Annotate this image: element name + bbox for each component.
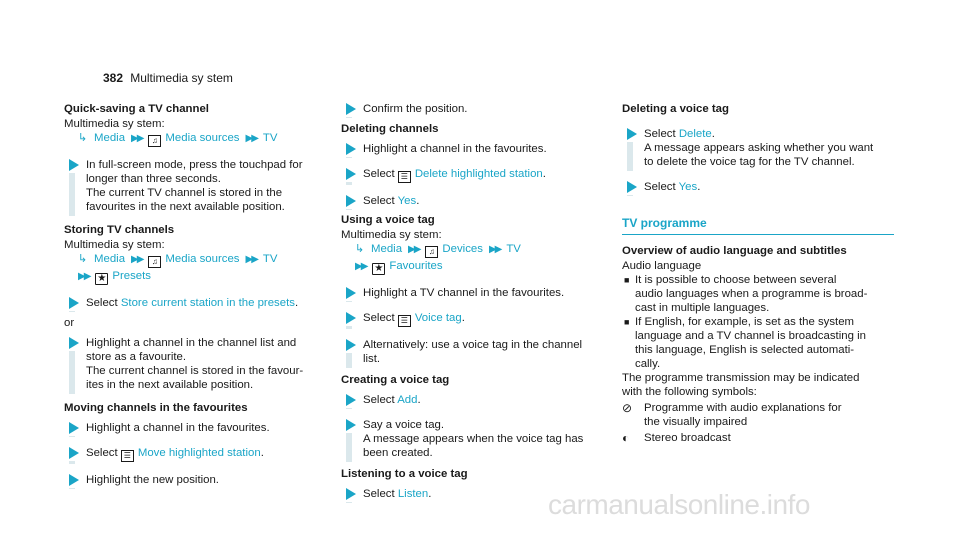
step-creating-1 [341,393,601,407]
heading-overview: Overview of audio language and subtitles [622,245,847,257]
step-triangle-icon [346,419,356,431]
step-triangle-icon [69,474,79,486]
double-chevron-icon: ▶▶ [488,244,501,255]
menu-path-label: Multimedia sy stem: [64,118,165,130]
media-sources-icon: ♫ [148,256,161,268]
star-icon: ★ [372,263,385,275]
step-storing-1 [64,296,322,310]
step-text: to delete the voice tag for the TV channel. [644,156,855,168]
step-storing-2 [64,336,322,392]
step-text: Select [644,128,679,140]
step-text: . [416,195,420,207]
path-media[interactable]: Media [94,253,126,265]
path-devices[interactable]: Devices [442,243,483,255]
symbol-text: the visually impaired [644,416,748,428]
step-text: store as a favourite. [86,351,187,363]
bullet-text: If English, for example, is set as the system [635,316,855,328]
step-triangle-icon [69,337,79,349]
menu-icon: ☰ [121,450,134,462]
bullet-text: cast in multiple languages. [635,302,770,314]
heading-creating-voice-tag: Creating a voice tag [341,374,450,386]
heading-deleting-voice-tag: Deleting a voice tag [622,103,729,115]
bullet-text: language and a TV channel is broadcasting in [635,330,866,342]
path-favourites[interactable]: Favourites [389,260,443,272]
path-media-sources[interactable]: Media sources [165,253,240,265]
page-header [103,71,233,86]
step-text: Highlight a channel in the favourites. [363,143,547,155]
path-tv[interactable]: TV [262,132,278,144]
audio-description-icon: ⊘ [622,401,633,415]
menu-path-label: Multimedia sy stem: [341,229,442,241]
menu-path-storing-2 [64,269,322,285]
transmission-text: with the following symbols: [622,386,757,398]
bullet-text: It is possible to choose between several [635,274,837,286]
listen-link[interactable]: Listen [397,488,429,500]
path-media[interactable]: Media [371,243,403,255]
step-triangle-icon [346,287,356,299]
move-highlighted-station-link[interactable]: Move highlighted station [137,447,261,459]
section-title-tv-programme: TV programme [622,216,894,235]
symbol-text: Stereo broadcast [644,432,731,444]
step-delete-voice-2 [622,180,894,194]
step-text: Select [363,488,398,500]
page-number: 382 [103,71,124,85]
step-deleting-1 [341,142,601,156]
double-chevron-icon: ▶▶ [408,244,420,255]
path-media[interactable]: Media [94,132,126,144]
symbol-text: Programme with audio explanations for [644,402,842,414]
or-text: or [64,317,75,329]
yes-link[interactable]: Yes [678,181,698,193]
step-triangle-icon [69,422,79,434]
step-text: The current channel is stored in the favour- [86,365,304,377]
step-triangle-icon [627,181,637,193]
step-triangle-icon [346,195,356,207]
double-chevron-icon: ▶▶ [355,261,367,272]
heading-quick-saving: Quick-saving a TV channel [64,103,209,115]
heading-storing: Storing TV channels [64,224,175,236]
step-triangle-icon [346,339,356,351]
menu-icon: ☰ [398,315,411,327]
store-current-station-link[interactable]: Store current station in the presets [120,297,295,309]
step-triangle-icon [346,488,356,500]
heading-deleting: Deleting channels [341,123,439,135]
step-delete-voice-1 [622,127,894,169]
step-triangle-icon [69,159,79,171]
step-triangle-icon [69,297,79,309]
step-text: . [294,297,299,309]
step-text: Highlight the new position. [86,474,219,486]
step-triangle-icon [346,394,356,406]
step-triangle-icon [346,168,356,180]
step-text: Confirm the position. [363,103,468,115]
menu-path-voice-tag [341,242,601,258]
step-text: Select [363,168,398,180]
return-arrow-icon: ↳ [78,253,88,265]
delete-link[interactable]: Delete [678,128,712,140]
symbol-row-stereo [622,431,894,445]
menu-path-quick [64,131,322,147]
stereo-icon: ◐ [622,431,630,445]
step-text: list. [363,353,381,365]
step-text: Select [644,181,679,193]
step-text: Select [363,195,398,207]
column-2 [341,102,601,501]
step-using-1 [341,286,601,300]
step-text: Alternatively: use a voice tag in the channel [363,339,583,351]
double-chevron-icon: ▶▶ [131,254,143,265]
step-quick-1 [64,158,322,214]
step-text: . [697,181,701,193]
bullet-text: cally. [635,358,661,370]
path-tv[interactable]: TV [262,253,278,265]
page-title: Multimedia sy stem [130,71,233,85]
step-text: Highlight a channel in the channel list and [86,337,297,349]
step-text: The current TV channel is stored in the [86,187,283,199]
double-chevron-icon: ▶▶ [131,133,143,144]
step-text: Say a voice tag. [363,419,445,431]
step-text: longer than three seconds. [86,173,221,185]
heading-listening: Listening to a voice tag [341,468,468,480]
step-text: A message appears when the voice tag has [363,433,584,445]
step-text: In full-screen mode, press the touchpad for [86,159,303,171]
double-chevron-icon: ▶▶ [245,254,257,265]
step-using-3 [341,338,601,366]
step-triangle-icon [346,143,356,155]
step-text: Select [86,447,121,459]
bullet-text: this language, English is selected automati- [635,344,855,356]
bullet-text: audio languages when a programme is broad- [635,288,868,300]
double-chevron-icon: ▶▶ [78,271,90,282]
column-1 [64,102,322,487]
bullet-dot-icon: ■ [624,317,630,327]
media-sources-icon: ♫ [148,135,161,147]
step-deleting-3 [341,194,601,208]
return-arrow-icon: ↳ [355,243,365,255]
path-tv[interactable]: TV [506,243,521,255]
step-moving-1 [64,421,322,435]
menu-path-label: Multimedia sy stem: [64,239,165,251]
yes-link[interactable]: Yes [397,195,417,207]
star-icon: ★ [95,273,108,285]
voice-tag-link[interactable]: Voice tag [414,312,462,324]
step-creating-2 [341,418,601,460]
step-text: . [542,168,546,180]
watermark: carmanualsonline.info [548,489,810,520]
step-text: . [711,128,715,140]
step-moving-3 [64,473,322,487]
step-using-2 [341,311,601,327]
transmission-text: The programme transmission may be indicated [622,372,860,384]
step-text: Highlight a channel in the favourites. [86,422,270,434]
step-triangle-icon [346,103,356,115]
step-confirm [341,102,601,116]
step-text: favourites in the next available position. [86,201,285,213]
delete-highlighted-station-link[interactable]: Delete highlighted station [414,168,543,180]
path-media-sources[interactable]: Media sources [165,132,240,144]
symbol-row-audio-desc [622,401,894,429]
step-triangle-icon [627,128,637,140]
step-text: . [260,447,264,459]
devices-icon: ♫ [425,246,438,258]
step-text: Select [363,394,398,406]
step-text: . [428,488,432,500]
step-text: Select [363,312,398,324]
step-moving-2 [64,446,322,462]
bullet-item [622,273,894,315]
step-text: Select [86,297,121,309]
menu-path-voice-tag-2 [341,259,601,275]
step-deleting-2 [341,167,601,183]
step-text: Highlight a TV channel in the favourites. [363,287,565,299]
step-text: been created. [363,447,433,459]
return-arrow-icon: ↳ [78,132,88,144]
step-triangle-icon [346,312,356,324]
add-link[interactable]: Add [397,394,418,406]
column-3 [622,102,894,445]
step-text: . [461,312,465,324]
bullet-item [622,315,894,371]
step-text: ites in the next available position. [86,379,254,391]
audio-language-label: Audio language [622,260,702,272]
step-triangle-icon [69,447,79,459]
menu-path-storing [64,252,322,268]
double-chevron-icon: ▶▶ [245,133,257,144]
menu-icon: ☰ [398,171,411,183]
step-text: A message appears asking whether you want [644,142,874,154]
step-text: . [417,394,421,406]
heading-using-voice-tag: Using a voice tag [341,214,435,226]
bullet-dot-icon: ■ [624,275,630,285]
heading-moving: Moving channels in the favourites [64,402,248,414]
path-presets[interactable]: Presets [112,270,152,282]
